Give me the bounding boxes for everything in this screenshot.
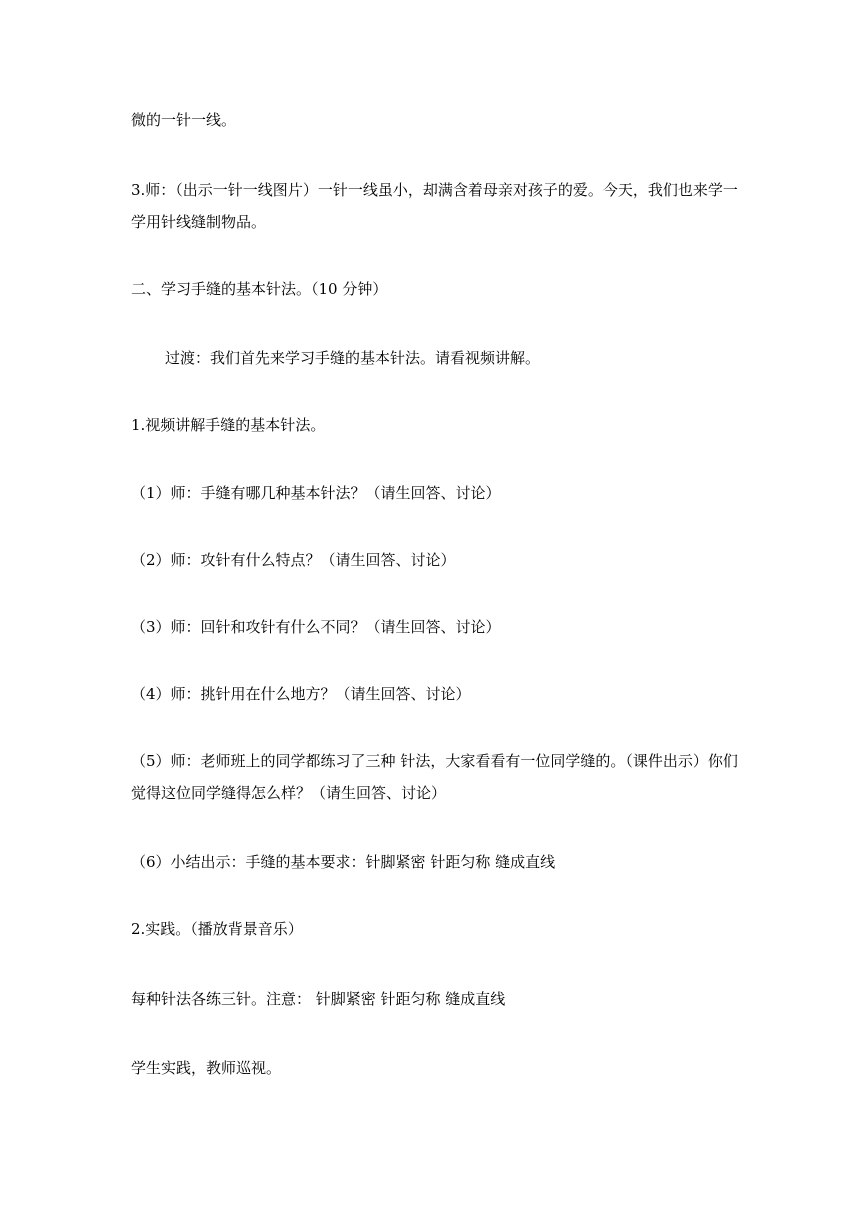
- question-5: （5）师：老师班上的同学都练习了三种 针法，大家看看有一位同学缝的。（课件出示）你们觉得这位同学缝得怎么样？（请生回答、讨论）: [131, 752, 738, 802]
- question-4: （4）师：挑针用在什么地方？（请生回答、讨论）: [131, 685, 471, 703]
- section-heading: 二、学习手缝的基本针法。（10 分钟）: [131, 280, 388, 298]
- paragraph-1: 微的一针一线。: [131, 111, 237, 129]
- practice-instructions: 每种针法各练三针。注意： 针脚紧密 针距匀称 缝成直线: [131, 990, 506, 1008]
- practice-note: 学生实践，教师巡视。: [131, 1059, 282, 1077]
- question-2: （2）师：攻针有什么特点？（请生回答、讨论）: [131, 551, 456, 569]
- paragraph-step-2: 2.实践。（播放背景音乐）: [131, 920, 303, 938]
- question-3: （3）师：回针和攻针有什么不同？（请生回答、讨论）: [131, 618, 501, 636]
- question-1: （1）师：手缝有哪几种基本针法？（请生回答、讨论）: [131, 484, 501, 502]
- paragraph-transition: 过渡：我们首先来学习手缝的基本针法。请看视频讲解。: [165, 349, 541, 367]
- paragraph-step-1: 1.视频讲解手缝的基本针法。: [131, 416, 326, 434]
- summary-6: （6）小结出示：手缝的基本要求：针脚紧密 针距匀称 缝成直线: [131, 853, 556, 871]
- paragraph-2: 3.师：（出示一针一线图片）一针一线虽小，却满含着母亲对孩子的爱。今天，我们也来学一学用针线缝制物品。: [131, 181, 738, 231]
